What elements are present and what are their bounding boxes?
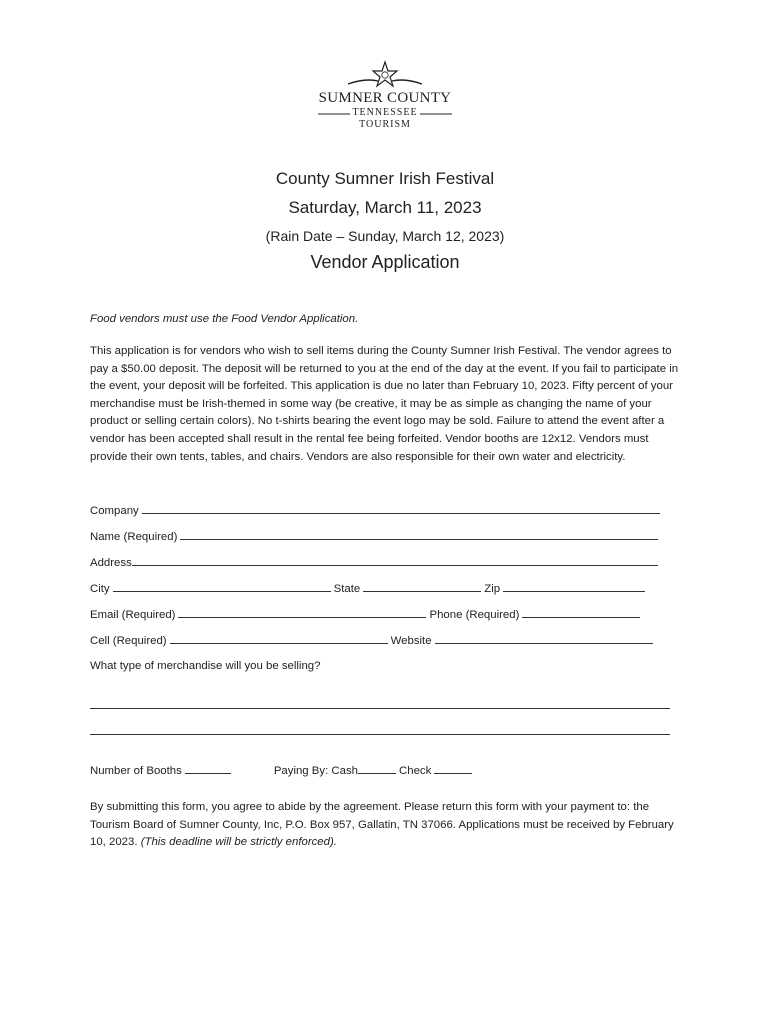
address-row <box>90 553 680 571</box>
booths-payment-row <box>90 761 680 779</box>
city-field[interactable] <box>113 579 331 592</box>
email-field[interactable] <box>178 605 426 618</box>
cash-field[interactable] <box>358 761 396 774</box>
merch-question-label: What type of merchandise will you be selling? <box>90 660 321 672</box>
intro-paragraph: This application is for vendors who wish to sell items during the County Sumner Irish Festival. The vendor agrees to pay a $50.00 deposit. The deposit will be returned to you at the end of the day at the event. If you fail to participate in the event, your deposit will be forfeited. This application is due no later than February 10, 2023. Fifty percent of your merchandise must be Irish-themed in some way (be creative, it may be as simple as changing the name of your product or selling certain colors). No t-shirts bearing the event logo may be sold. Failure to attend the event after a vendor has been accepted shall result in the rental fee being forfeited. Vendor booths are 12x12. Vendors must provide their own tents, tables, and chairs. Vendors are also responsible for their own water and electricity. <box>90 345 679 463</box>
food-vendor-notice: Food vendors must use the Food Vendor Application. <box>90 313 359 325</box>
logo-line-tourism: TOURISM <box>359 119 411 130</box>
address-label: Address <box>90 557 132 569</box>
event-date: Saturday, March 11, 2023 <box>288 198 482 217</box>
company-field[interactable] <box>142 501 660 514</box>
logo-line-sumner-county: SUMNER COUNTY <box>318 90 452 106</box>
zip-label: Zip <box>484 583 501 595</box>
paying-by-cash-label: Paying By: Cash <box>273 765 359 777</box>
state-label: State <box>333 583 361 595</box>
event-title: County Sumner Irish Festival <box>275 169 495 188</box>
logo-line-tennessee: TENNESSEE <box>352 107 418 118</box>
city-state-zip-row <box>90 579 680 597</box>
form-title: Vendor Application <box>310 252 460 272</box>
check-field[interactable] <box>434 761 472 774</box>
city-label: City <box>90 583 110 595</box>
company-row <box>90 501 680 519</box>
cell-label: Cell (Required) <box>90 635 167 647</box>
phone-label: Phone (Required) <box>429 609 520 621</box>
address-field[interactable] <box>132 553 658 566</box>
merch-question-row <box>90 657 680 675</box>
check-label: Check <box>399 765 432 777</box>
name-label: Name (Required) <box>90 531 178 543</box>
email-phone-row <box>90 605 680 623</box>
cell-field[interactable] <box>170 631 388 644</box>
website-label: Website <box>390 635 432 647</box>
submit-paragraph <box>90 799 686 852</box>
cell-website-row <box>90 631 680 649</box>
phone-field[interactable] <box>522 605 640 618</box>
website-field[interactable] <box>435 631 653 644</box>
rain-date: (Rain Date – Sunday, March 12, 2023) <box>265 228 505 244</box>
name-row <box>90 527 680 545</box>
booths-label: Number of Booths <box>90 765 182 777</box>
booths-field[interactable] <box>185 761 231 774</box>
name-field[interactable] <box>180 527 658 540</box>
submit-text: By submitting this form, you agree to abide by the agreement. Please return this form with your payment to: the Tourism Board of Sumner County, Inc, P.O. Box 957, Gallatin, TN 37066. Applications must be received by February 10, 2023. <box>90 801 674 849</box>
deadline-note: (This deadline will be strictly enforced). <box>140 836 337 849</box>
email-label: Email (Required) <box>90 609 176 621</box>
merch-answer-line-1[interactable] <box>90 708 670 709</box>
state-field[interactable] <box>363 579 481 592</box>
zip-field[interactable] <box>503 579 645 592</box>
merch-answer-line-2[interactable] <box>90 734 670 735</box>
sumner-county-tourism-logo <box>300 60 470 135</box>
company-label: Company <box>90 505 139 517</box>
